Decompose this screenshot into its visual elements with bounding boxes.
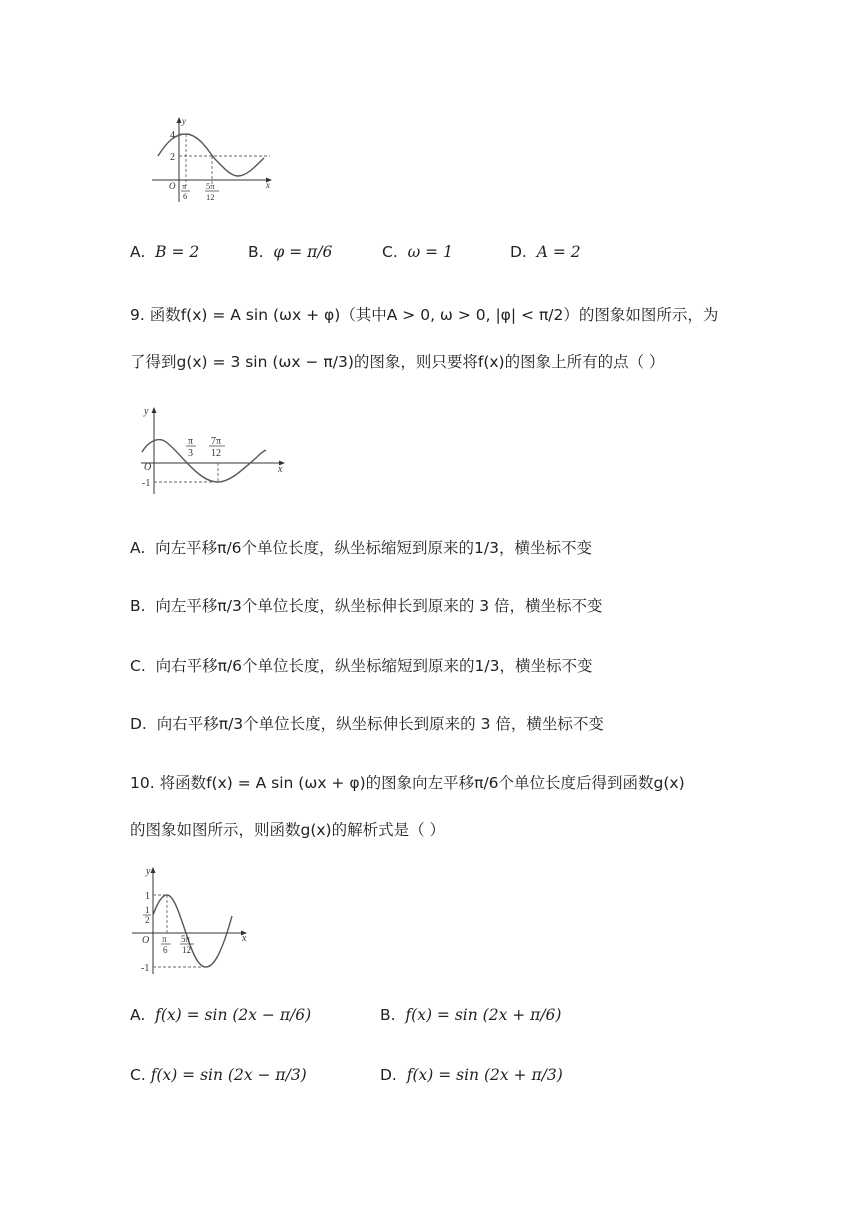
option-text: f(x) = sin (2x + π/6) [405,1006,562,1024]
q8-option-b[interactable] [248,243,332,261]
q10-option-b[interactable] [380,1006,561,1024]
option-letter: A. [130,539,146,557]
q10-tick-1: 1 [145,891,150,902]
q9-tick-7pi12-den: 12 [211,448,221,459]
q10-stem-line2: 的图象如图所示，则函数g(x)的解析式是（ ） [130,821,446,839]
q8-x-label: x [266,180,270,190]
option-letter: D. [510,243,527,261]
q9-stem-line2: 了得到g(x) = 3 sin (ωx − π/3)的图象，则只要将f(x)的图象上所有的点（ ） [130,353,665,371]
q10-tick-half-den: 2 [145,915,150,925]
q9-option-c[interactable] [130,654,592,676]
option-letter: D. [130,715,147,733]
q9-x-label: x [278,464,283,475]
option-letter: B. [380,1006,396,1024]
q10-figure [128,862,254,976]
q8-origin: O [169,181,176,191]
q9-tick-7pi12-num: 7π [211,436,222,447]
option-text: f(x) = sin (2x − π/6) [155,1006,312,1024]
option-text: f(x) = sin (2x − π/3) [150,1066,307,1084]
q9-curve [142,440,266,482]
option-letter: B. [248,243,264,261]
q10-curve [153,895,232,967]
q9-tick-pi3-num: π [188,436,194,447]
q8-tick-2: 2 [170,152,175,163]
option-text: 向右平移π/3个单位长度，纵坐标伸长到原来的 3 倍，横坐标不变 [156,715,604,733]
q9-option-d[interactable] [130,712,604,734]
q10-tick-5pi12-den: 12 [182,945,191,955]
q8-tick-5pi12-num: 5π [206,181,215,191]
q9-figure [138,400,290,496]
q8-tick-pi6-den: 6 [183,191,188,201]
q9-tick-neg1: -1 [142,478,151,489]
q10-x-label: x [242,933,247,944]
q8-y-arrow [177,117,182,123]
q10-option-c[interactable] [130,1066,307,1084]
option-letter: D. [380,1066,397,1084]
option-text: A = 2 [536,243,581,261]
q9-tick-pi3-den: 3 [188,448,193,459]
option-letter: C. [130,657,146,675]
option-letter: A. [130,1006,146,1024]
q10-tick-5pi12-num: 5π [181,934,191,944]
q9-y-label: y [144,406,149,417]
q10-tick-pi6-den: 6 [163,945,168,955]
q10-tick-half-num: 1 [145,905,150,915]
q9-option-a[interactable] [130,536,592,558]
q10-tick-neg1: -1 [141,963,150,974]
q8-figure [148,114,278,204]
option-letter: C. [382,243,398,261]
q8-y-label: y [182,116,186,126]
q10-option-a[interactable] [130,1006,311,1024]
q9-origin: O [144,462,152,473]
option-letter: A. [130,243,146,261]
q10-option-d[interactable] [380,1066,563,1084]
q8-tick-4: 4 [170,130,175,141]
q8-option-c[interactable] [382,243,453,261]
option-text: f(x) = sin (2x + π/3) [406,1066,563,1084]
option-text: B = 2 [155,243,200,261]
option-letter: C. [130,1066,146,1084]
option-text: φ = π/6 [273,243,333,261]
q10-y-arrow [151,867,156,873]
option-letter: B. [130,597,146,615]
option-text: 向右平移π/6个单位长度，纵坐标缩短到原来的1/3，横坐标不变 [155,657,593,675]
q10-origin: O [142,935,150,946]
option-text: 向左平移π/6个单位长度，纵坐标缩短到原来的1/3，横坐标不变 [155,539,592,557]
q10-y-label: y [146,866,151,877]
q10-stem-line1: 10. 将函数f(x) = A sin (ωx + φ)的图象向左平移π/6个单位长度后得到函数g(x) [130,774,685,792]
q9-option-b[interactable] [130,594,603,616]
q9-stem-line1: 9. 函数f(x) = A sin (ωx + φ)（其中A > 0, ω > 0, |φ| < π/2）的图象如图所示，为 [130,306,719,324]
q8-tick-5pi12-den: 12 [206,192,215,202]
q8-tick-pi6-num: π [182,181,187,191]
q10-tick-pi6-num: π [162,934,167,944]
option-text: ω = 1 [407,243,453,261]
q8-option-d[interactable] [510,243,581,261]
q8-option-a[interactable] [130,243,199,261]
option-text: 向左平移π/3个单位长度，纵坐标伸长到原来的 3 倍，横坐标不变 [155,597,603,615]
q9-y-arrow [152,407,157,413]
